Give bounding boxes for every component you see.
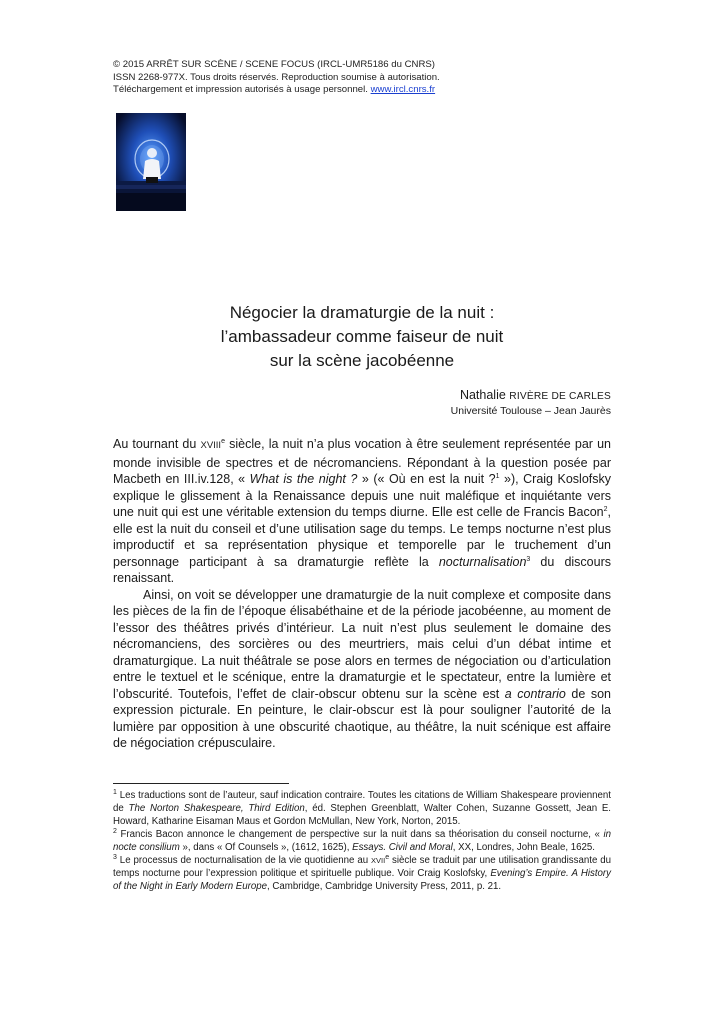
header-line-2: ISSN 2268-977X. Tous droits réservés. Reproduction soumise à autorisation. xyxy=(113,71,440,83)
cover-image xyxy=(116,113,186,211)
header-line-1: © 2015 ARRÊT SUR SCÈNE / SCENE FOCUS (IRCL-UMR5186 du CNRS) xyxy=(113,59,435,70)
footnotes xyxy=(113,789,611,893)
footnote-2-italic-2: Essays. Civil and Moral xyxy=(352,842,453,853)
footnote-2-italic-1: in nocte consilium xyxy=(113,829,611,853)
copyright-header xyxy=(113,59,440,97)
footnote-divider xyxy=(113,783,289,784)
author-name xyxy=(460,388,611,402)
footnote-ref-3[interactable]: 3 xyxy=(526,555,531,563)
p1-quote: What is the night ? xyxy=(249,472,358,486)
footnote-3-italic: Evening’s Empire. A History of the Night in Early Modern Europe xyxy=(113,868,611,892)
footnote-1-number: 1 xyxy=(113,788,117,796)
paragraph-2 xyxy=(113,587,611,752)
p1-text-d: »), Craig Koslofsky explique le glissement à la Renaissance depuis une nuit maléfique et inquiétante vers une nuit qui est une véritable extension du temps diurne. Elle est celle de Francis Bacon xyxy=(113,472,612,519)
footnote-ref-1[interactable]: 1 xyxy=(495,472,500,480)
header-line-3 xyxy=(113,84,440,97)
p1-century: XVIII xyxy=(200,440,222,451)
footnote-1 xyxy=(113,789,611,828)
footnote-3-text-a: Le processus de nocturnalisation de la vie quotidienne au xyxy=(116,855,372,866)
footnote-2-number: 2 xyxy=(113,827,117,835)
p2-italic: a contrario xyxy=(504,686,566,701)
article-body xyxy=(113,436,611,752)
footnote-3 xyxy=(113,854,611,893)
footnote-3-century: XVII xyxy=(371,856,386,865)
p1-text-b: siècle, la nuit n’a plus vocation à être seulement représentée par un monde invisible de spectres et de nécromanciens. Répondant à la question posée par Macbeth en III.iv.128, « xyxy=(113,437,611,486)
p1-text-e: , elle est la nuit du conseil et d’une utilisation sage du temps. Le temps nocturne n’est plus improductif et sa représentation physique et temporelle par le truchement d’un personnage participant à sa dramaturgie reflète la xyxy=(113,505,611,569)
title-line-2: l’ambassadeur comme faiseur de nuit xyxy=(220,327,504,346)
footnote-3-number: 3 xyxy=(113,853,117,861)
paragraph-1 xyxy=(113,436,611,587)
author-affiliation: Université Toulouse – Jean Jaurès xyxy=(450,405,611,417)
footnote-3-text-c: , Cambridge, Cambridge University Press, 2011, p. 21. xyxy=(267,881,502,892)
theatre-figure-illustration xyxy=(116,113,186,211)
author-first-name: Nathalie xyxy=(459,388,510,402)
p1-century-sup: e xyxy=(221,437,225,445)
p1-text-a: Au tournant du xyxy=(113,437,201,451)
footnote-ref-2[interactable]: 2 xyxy=(603,505,608,513)
header-line-3-text: Téléchargement et impression autorisés à usage personnel. xyxy=(113,84,368,95)
p2-text-a: Ainsi, on voit se développer une dramaturgie de la nuit complexe et composite dans les pièces de la fin de l’époque élisabéthaine et de la période jacobéenne, au moment de l’essor des théâtres privés d’intérieur. La nuit n’est plus seulement le domaine des nécromanciens, des sorcières ou des meurtriers, mais celui d’un débat intime et dramaturgique. La nuit théâtrale se pose alors en termes de négociation ou d’articulation entre le textuel et le scénique, entre la dramaturgie et le spectateur, entre la lumière et l’obscurité. Toutefois, l’effet de clair-obscur obtenu sur la scène est xyxy=(113,587,611,701)
p1-text-c: » (« Où en est la nuit ? xyxy=(357,472,496,486)
footnote-2 xyxy=(113,828,611,854)
footnote-1-text-b: , éd. Stephen Greenblatt, Walter Cohen, Suzanne Gossett, Jean E. Howard, Katharine Eisaman Maus et Gordon McMullan, New York, Norton, 2015. xyxy=(113,803,612,827)
footnote-2-text-c: , XX, Londres, John Beale, 1625. xyxy=(452,842,595,853)
p1-text-f: du discours renaissant. xyxy=(113,554,611,585)
title-line-3: sur la scène jacobéenne xyxy=(269,351,455,370)
footnote-2-text-b: », dans « Of Counsels », (1612, 1625), xyxy=(179,842,353,853)
title-line-1: Négocier la dramaturgie de la nuit : xyxy=(229,303,495,322)
footnote-1-italic: The Norton Shakespeare, Third Edition xyxy=(128,803,305,814)
footnote-3-text-b: siècle se traduit par une utilisation grandissante du temps nocturne pour l’expression politique et spirituelle publique. Voir Craig Koslofsky, xyxy=(113,855,612,879)
footnote-2-text-a: Francis Bacon annonce le changement de perspective sur la nuit dans sa théorisation du conseil nocturne, « xyxy=(116,829,604,840)
author-last-name: RIVÈRE DE CARLES xyxy=(509,391,611,402)
p2-text-b: de son expression picturale. En peinture, le clair-obscur est là pour souligner l’autorité de la lumière par opposition à une obscurité chaotique, au théâtre, la nuit scénique est affaire de négociation crépusculaire. xyxy=(113,686,611,750)
ircl-link[interactable]: www.ircl.cnrs.fr xyxy=(370,84,436,95)
article-title xyxy=(113,301,611,373)
footnote-1-text-a: Les traductions sont de l’auteur, sauf indication contraire. Toutes les citations de William Shakespeare proviennent de xyxy=(113,790,611,814)
footnote-3-century-sup: e xyxy=(385,853,390,861)
p1-term: nocturnalisation xyxy=(438,554,527,569)
